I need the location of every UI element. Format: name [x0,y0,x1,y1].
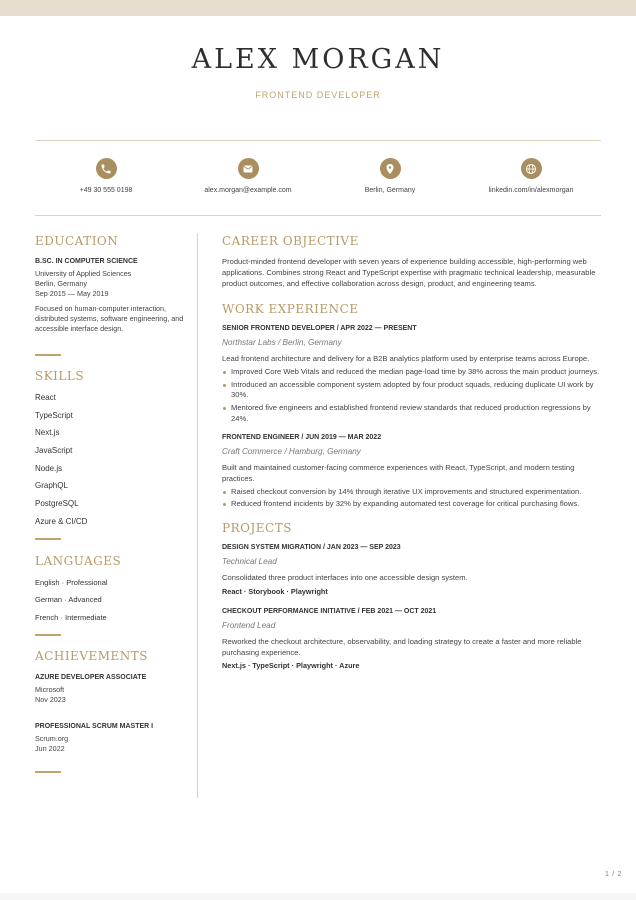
skills-list [35,392,185,534]
education-heading: EDUCATION [35,234,119,248]
job-entry [222,434,603,510]
job-summary: Lead frontend architecture and delivery for a B2B analytics platform used by enterprise teams across Europe. [222,354,590,364]
languages-list [35,577,185,630]
achievement-issuer: Scrum.org [35,733,69,743]
objective-text: Product-minded frontend developer with seven years of experience building accessible, high-performing web applications. Combines strong React and TypeScript expertise with pragmatic technical leadership, measurable product outcomes, and effective collaboration across design, product, and engineering teams. [222,257,596,288]
phone-icon [96,158,117,179]
contact-phone-text[interactable]: +49 30 555 0198 [79,187,133,194]
job-achievements [222,367,603,424]
achievement-date: Nov 2023 [35,694,66,704]
achievement-title: AZURE DEVELOPER ASSOCIATE [35,673,147,681]
job-title: SENIOR FRONTEND DEVELOPER / APR 2022 — PRESENT [222,325,417,333]
education-degree: B.SC. IN COMPUTER SCIENCE [35,258,138,265]
skill-item: Node.js [35,463,63,473]
globe-icon [521,158,542,179]
job-bullet: Raised checkout conversion by 14% through iterative UX improvements and structured experimentation. [222,487,603,498]
section-divider [35,538,61,540]
education-description: Focused on human-computer interaction, distributed systems, software engineering, and accessible interface design. [35,304,184,333]
contact-location [310,158,470,194]
candidate-title: FRONTEND DEVELOPER [255,90,381,100]
project-entry [222,608,603,671]
project-role: Technical Lead [222,556,277,566]
contact-phone [26,158,186,194]
language-item: French · Intermediate [35,612,107,622]
project-description: Consolidated three product interfaces into one accessible design system. [222,572,468,582]
top-accent-bar [0,0,636,16]
contact-website-text[interactable]: linkedin.com/in/alexmorgan [488,187,574,194]
job-company: Northstar Labs / Berlin, Germany [222,338,342,348]
job-company: Craft Commerce / Hamburg, Germany [222,447,361,457]
project-description: Reworked the checkout architecture, observability, and loading strategy to create a faster and more reliable purchasing experience. [222,636,582,657]
skills-heading: SKILLS [35,369,85,383]
skill-item: JavaScript [35,446,73,456]
candidate-name: ALEX MORGAN [191,44,445,75]
header-divider-top [35,140,601,141]
sidebar [35,234,185,773]
header-divider-bottom [35,215,601,216]
skill-item: GraphQL [35,481,68,491]
column-divider [197,233,198,798]
main-content [222,234,603,670]
contact-email-text[interactable]: alex.morgan@example.com [204,187,292,194]
experience-heading: WORK EXPERIENCE [222,302,359,317]
job-title: FRONTEND ENGINEER / JUN 2019 — MAR 2022 [222,434,382,442]
skill-item: Azure & CI/CD [35,516,88,526]
job-entry [222,325,603,424]
objective-heading: CAREER OBJECTIVE [222,234,359,248]
skill-item: PostgreSQL [35,499,79,509]
project-title: DESIGN SYSTEM MIGRATION / JAN 2023 — SEP 2023 [222,543,401,551]
achievement-date: Jun 2022 [35,743,65,753]
achievement-issuer: Microsoft [35,684,65,694]
language-item: German · Advanced [35,595,102,605]
job-bullet: Reduced frontend incidents by 32% by expanding automated test coverage for critical purchasing flows. [222,499,603,510]
section-divider [35,771,61,773]
skill-item: Next.js [35,428,60,438]
project-tech: React · Storybook · Playwright [222,586,328,596]
contact-location-text: Berlin, Germany [364,187,416,194]
mail-icon [238,158,259,179]
skill-item: TypeScript [35,410,73,420]
education-location: Berlin, Germany [35,279,87,288]
education-dates: Sep 2015 — May 2019 [35,289,109,298]
projects-heading: PROJECTS [222,520,292,535]
languages-heading: LANGUAGES [35,553,122,568]
section-divider [35,634,61,636]
skill-item: React [35,393,56,402]
section-divider [35,354,61,356]
job-achievements [222,487,603,510]
project-entry [222,544,603,596]
job-bullet: Mentored five engineers and established frontend review standards that reduced production regressions by 24%. [222,403,603,424]
achievements-heading: ACHIEVEMENTS [35,648,149,663]
project-tech: Next.js · TypeScript · Playwright · Azure [222,661,360,671]
education-school: University of Applied Sciences [35,269,132,278]
job-summary: Built and maintained customer-facing commerce experiences with React, TypeScript, and modern testing practices. [222,463,575,483]
job-bullet: Introduced an accessible component system adopted by four product squads, reducing duplicate UI work by 30%. [222,380,603,401]
contact-email [168,158,328,194]
location-icon [380,158,401,179]
page-number: 1 / 2 [604,869,622,878]
project-title: CHECKOUT PERFORMANCE INITIATIVE / FEB 2021 — OCT 2021 [222,607,437,615]
project-role: Frontend Lead [222,620,276,630]
contact-website [451,158,611,194]
language-item: English · Professional [35,577,108,587]
job-bullet: Improved Core Web Vitals and reduced the median page-load time by 38% across the main product journeys. [222,367,603,378]
achievement-title: PROFESSIONAL SCRUM MASTER I [35,722,154,730]
